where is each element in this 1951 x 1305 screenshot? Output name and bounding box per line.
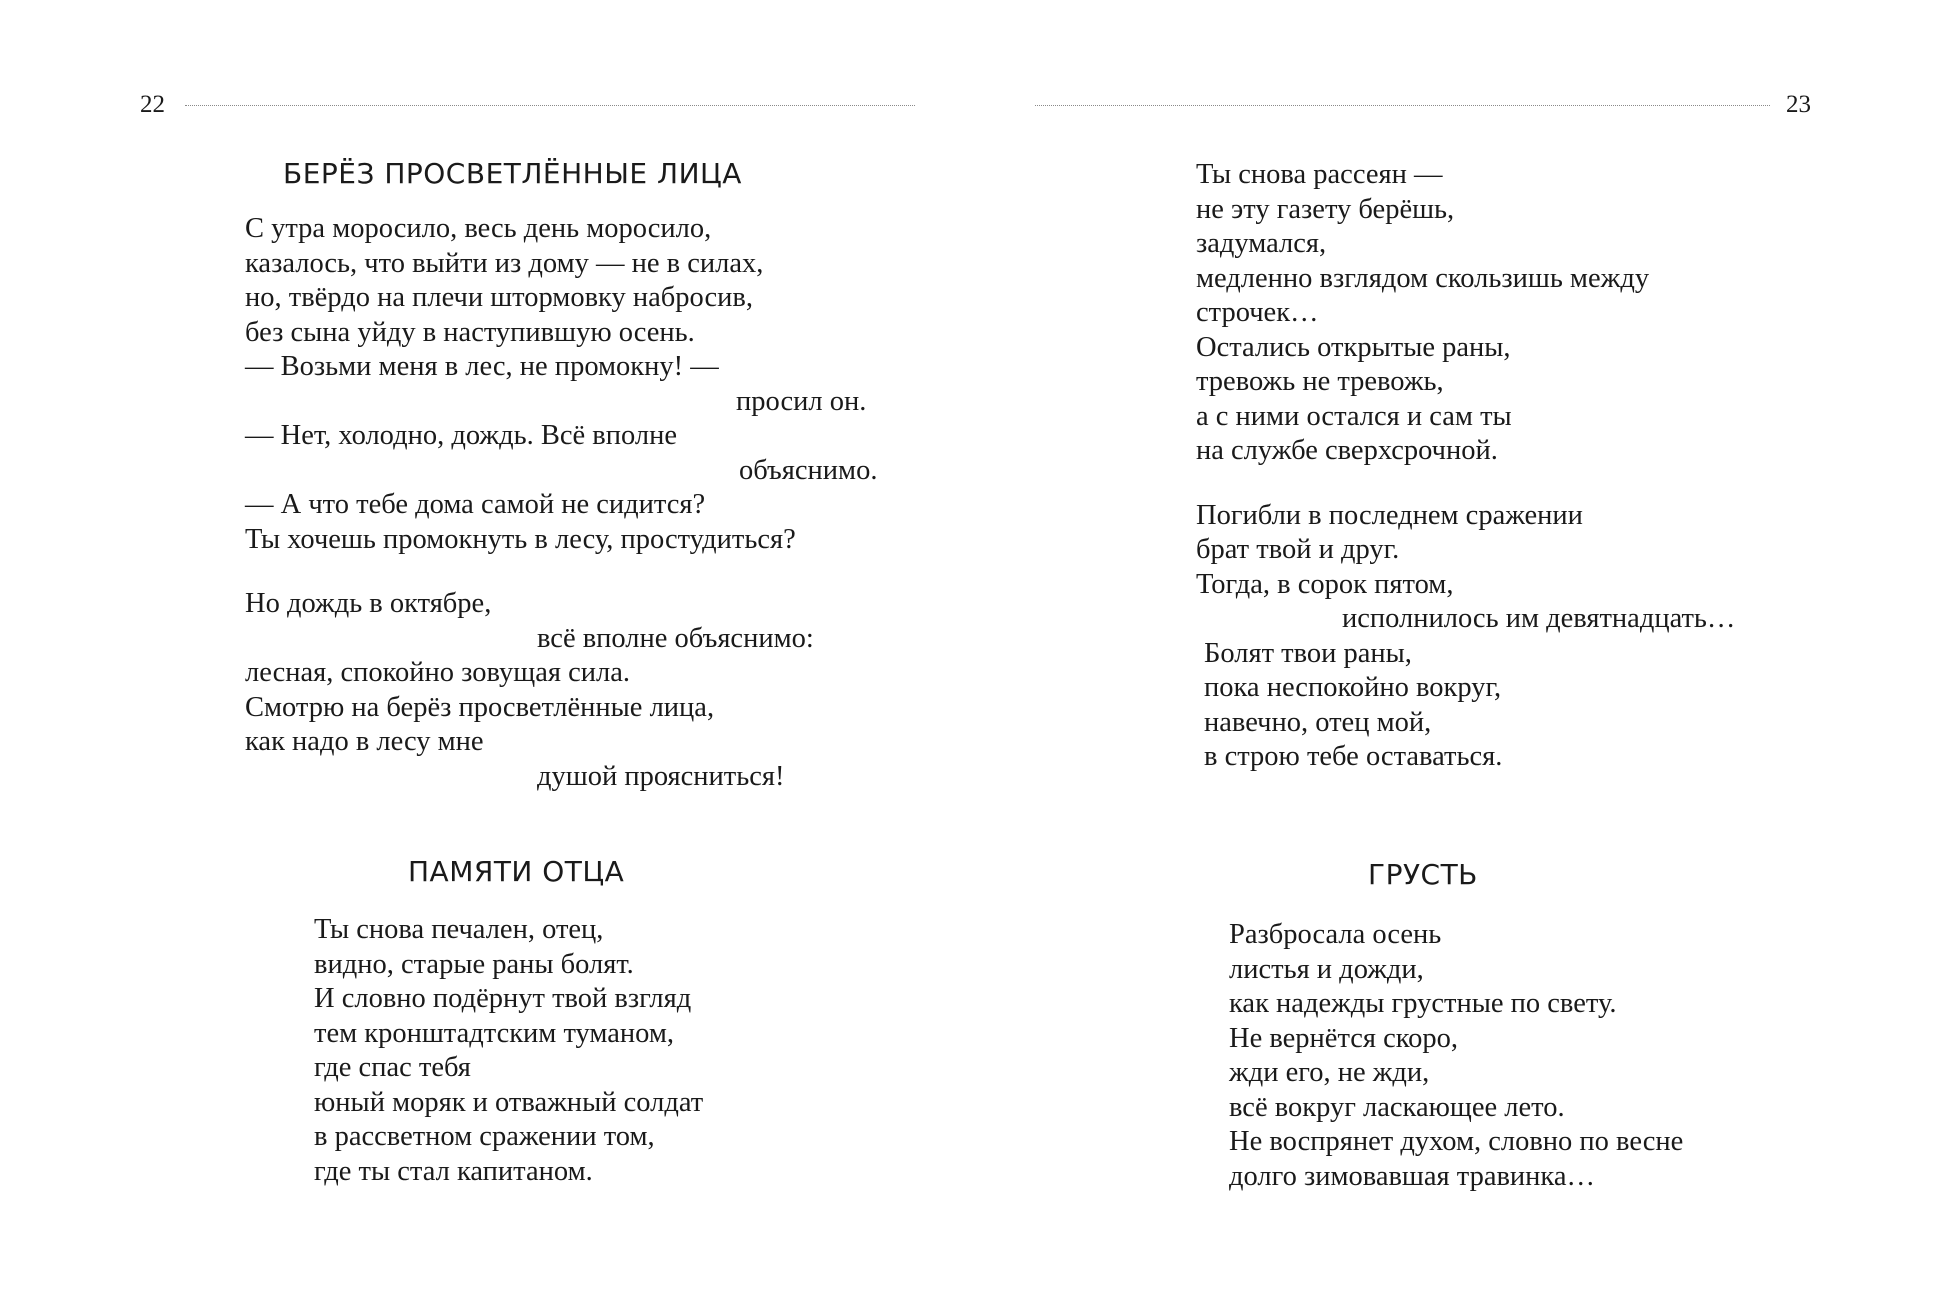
poem-line: в строю тебе оставаться. [1204, 741, 1503, 772]
poem-line: в рассветном сражении том, [314, 1121, 655, 1152]
poem-line: а с ними остался и сам ты [1196, 400, 1512, 432]
poem-line: Но дождь в октябре, [245, 588, 492, 619]
poem-line: — А что тебе дома самой не сидится? [245, 489, 706, 520]
poem-line: где ты стал капитаном. [314, 1155, 593, 1187]
poem-father-continued-text [1196, 158, 1735, 775]
header-rule-left [185, 105, 915, 106]
poem-line: но, твёрдо на плечи штормовку набросив, [245, 282, 753, 313]
poem-line: Не воспрянет духом, словно по весне [1229, 1126, 1684, 1157]
poem-line: Погибли в последнем сражении [1196, 499, 1583, 531]
poem-line: всё вокруг ласкающее лето. [1229, 1091, 1565, 1123]
poem-line: — Нет, холодно, дождь. Всё вполне [245, 420, 677, 451]
poem-line: без сына уйду в наступившую осень. [245, 316, 695, 348]
poem-line: всё вполне объяснимо: [537, 622, 814, 654]
poem-line: медленно взглядом скользишь между [1196, 262, 1650, 294]
poem-line: лесная, спокойно зовущая сила. [245, 657, 630, 688]
poem-line: Остались открытые раны, [1196, 331, 1511, 363]
poem-line: долго зимовавшая травинка… [1229, 1160, 1595, 1192]
poem-line: видно, старые раны болят. [314, 948, 634, 980]
poem-line: брат твой и друг. [1196, 534, 1400, 565]
page-number-left: 22 [140, 91, 165, 118]
poem-line: пока неспокойно вокруг, [1204, 672, 1502, 703]
poem-line: объяснимо. [739, 454, 878, 486]
poem-line: С утра моросило, весь день моросило, [245, 213, 712, 244]
poem-line: Разбросала осень [1229, 919, 1442, 950]
poem-line: навечно, отец мой, [1204, 706, 1432, 738]
poem-line: казалось, что выйти из дому — не в силах, [245, 247, 764, 279]
poem-line: душой проясниться! [537, 760, 785, 792]
poem-father-text [314, 913, 703, 1189]
poem-line: Болят твои раны, [1204, 637, 1412, 669]
poem-line: жди его, не жди, [1229, 1057, 1430, 1088]
poem-title-sadness: ГРУСТЬ [1368, 858, 1478, 891]
poem-sadness-text [1229, 918, 1683, 1194]
poem-line: Смотрю на берёз просветлённые лица, [245, 691, 715, 723]
header-rule-right [1035, 105, 1770, 106]
poem-line: листья и дожди, [1229, 953, 1424, 985]
poem-line: задумался, [1196, 228, 1327, 259]
poem-line: юный моряк и отважный солдат [314, 1086, 704, 1118]
poem-line: исполнилось им девятнадцать… [1342, 603, 1736, 634]
poem-line: И словно подёрнут твой взгляд [314, 983, 692, 1014]
page-number-right: 23 [1786, 91, 1811, 118]
poem-line: тем кронштадтским туманом, [314, 1017, 675, 1049]
poem-line: не эту газету берёшь, [1196, 193, 1455, 225]
poem-line: как надо в лесу мне [245, 726, 484, 757]
poem-line: — Возьми меня в лес, не промокну! — [245, 351, 719, 382]
poem-line: где спас тебя [314, 1052, 471, 1083]
poem-line: строчек… [1196, 297, 1319, 328]
poem-title-birches: БЕРЁЗ ПРОСВЕТЛЁННЫЕ ЛИЦА [283, 157, 742, 190]
poem-line: Ты хочешь промокнуть в лесу, простудиться? [245, 523, 796, 555]
poem-line: как надежды грустные по свету. [1229, 988, 1617, 1019]
poem-line: Тогда, в сорок пятом, [1196, 568, 1454, 600]
poem-line: на службе сверхсрочной. [1196, 435, 1498, 466]
poem-line: тревожь не тревожь, [1196, 366, 1444, 397]
poem-line: Ты снова печален, отец, [314, 914, 604, 945]
poem-title-father: ПАМЯТИ ОТЦА [408, 855, 625, 888]
poem-line: Ты снова рассеян — [1196, 159, 1443, 190]
poem-birches-text [245, 212, 877, 794]
poem-line: просил он. [736, 385, 867, 417]
poem-line: Не вернётся скоро, [1229, 1022, 1459, 1054]
